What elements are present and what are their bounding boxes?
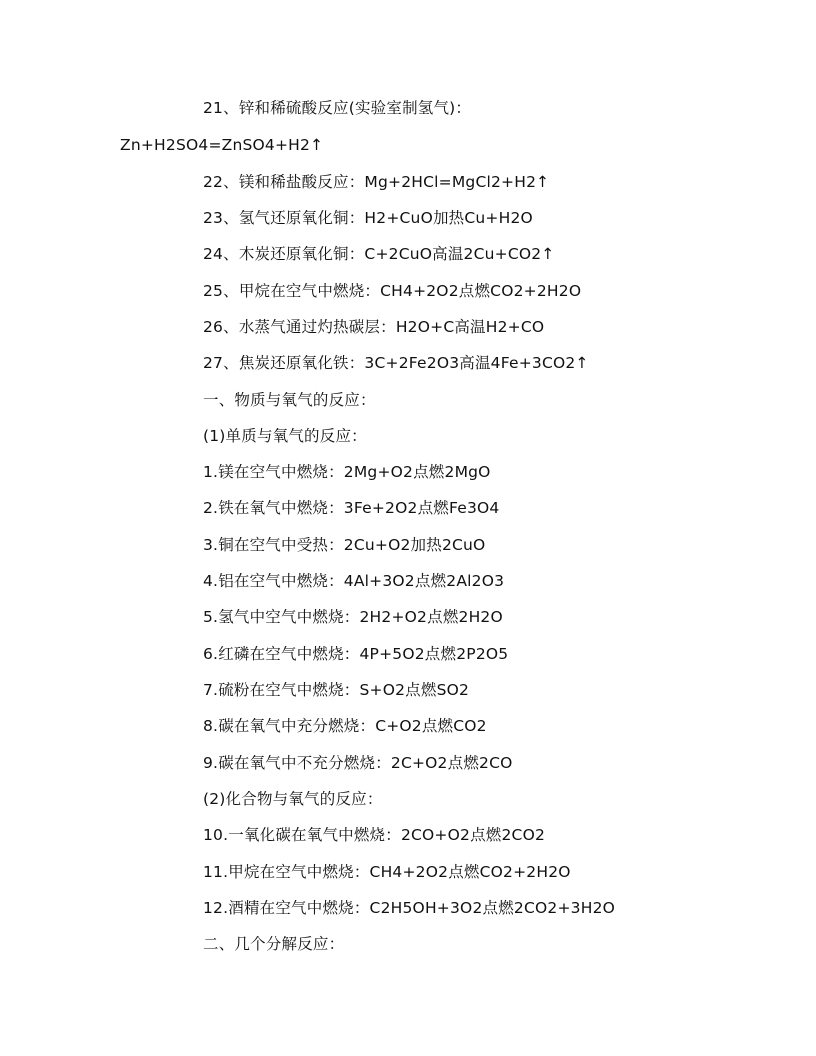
- text-line: 5.氢气中空气中燃烧：2H2+O2点燃2H2O: [203, 608, 503, 626]
- section-heading: 二、几个分解反应：: [203, 935, 345, 953]
- subsection-heading: (1)单质与氧气的反应：: [203, 427, 367, 445]
- text-line: 3.铜在空气中受热：2Cu+O2加热2CuO: [203, 536, 486, 554]
- text-line: 23、氢气还原氧化铜：H2+CuO加热Cu+H2O: [203, 209, 533, 227]
- text-line: 25、甲烷在空气中燃烧：CH4+2O2点燃CO2+2H2O: [203, 282, 582, 300]
- text-line: 26、水蒸气通过灼热碳层：H2O+C高温H2+CO: [203, 318, 545, 336]
- section-heading: 一、物质与氧气的反应：: [203, 391, 376, 409]
- text-line: 1.镁在空气中燃烧：2Mg+O2点燃2MgO: [203, 463, 491, 481]
- text-line: 22、镁和稀盐酸反应：Mg+2HCl=MgCl2+H2↑: [203, 173, 550, 191]
- text-line: 2.铁在氧气中燃烧：3Fe+2O2点燃Fe3O4: [203, 499, 500, 517]
- text-line: 10.一氧化碳在氧气中燃烧：2CO+O2点燃2CO2: [203, 826, 546, 844]
- text-line: 21、锌和稀硫酸反应(实验室制氢气)：: [203, 99, 472, 117]
- text-line: 4.铝在空气中燃烧：4Al+3O2点燃2Al2O3: [203, 572, 505, 590]
- text-line: 8.碳在氧气中充分燃烧：C+O2点燃CO2: [203, 717, 487, 735]
- subsection-heading: (2)化合物与氧气的反应：: [203, 790, 383, 808]
- text-line: 11.甲烷在空气中燃烧：CH4+2O2点燃CO2+2H2O: [203, 863, 571, 881]
- text-line: 7.硫粉在空气中燃烧：S+O2点燃SO2: [203, 681, 470, 699]
- text-line: 9.碳在氧气中不充分燃烧：2C+O2点燃2CO: [203, 754, 513, 772]
- text-line: 24、木炭还原氧化铜：C+2CuO高温2Cu+CO2↑: [203, 245, 555, 263]
- text-line: 6.红磷在空气中燃烧：4P+5O2点燃2P2O5: [203, 645, 509, 663]
- text-line: 27、焦炭还原氧化铁：3C+2Fe2O3高温4Fe+3CO2↑: [203, 354, 589, 372]
- text-line: Zn+H2SO4=ZnSO4+H2↑: [120, 136, 324, 154]
- text-line: 12.酒精在空气中燃烧：C2H5OH+3O2点燃2CO2+3H2O: [203, 899, 616, 917]
